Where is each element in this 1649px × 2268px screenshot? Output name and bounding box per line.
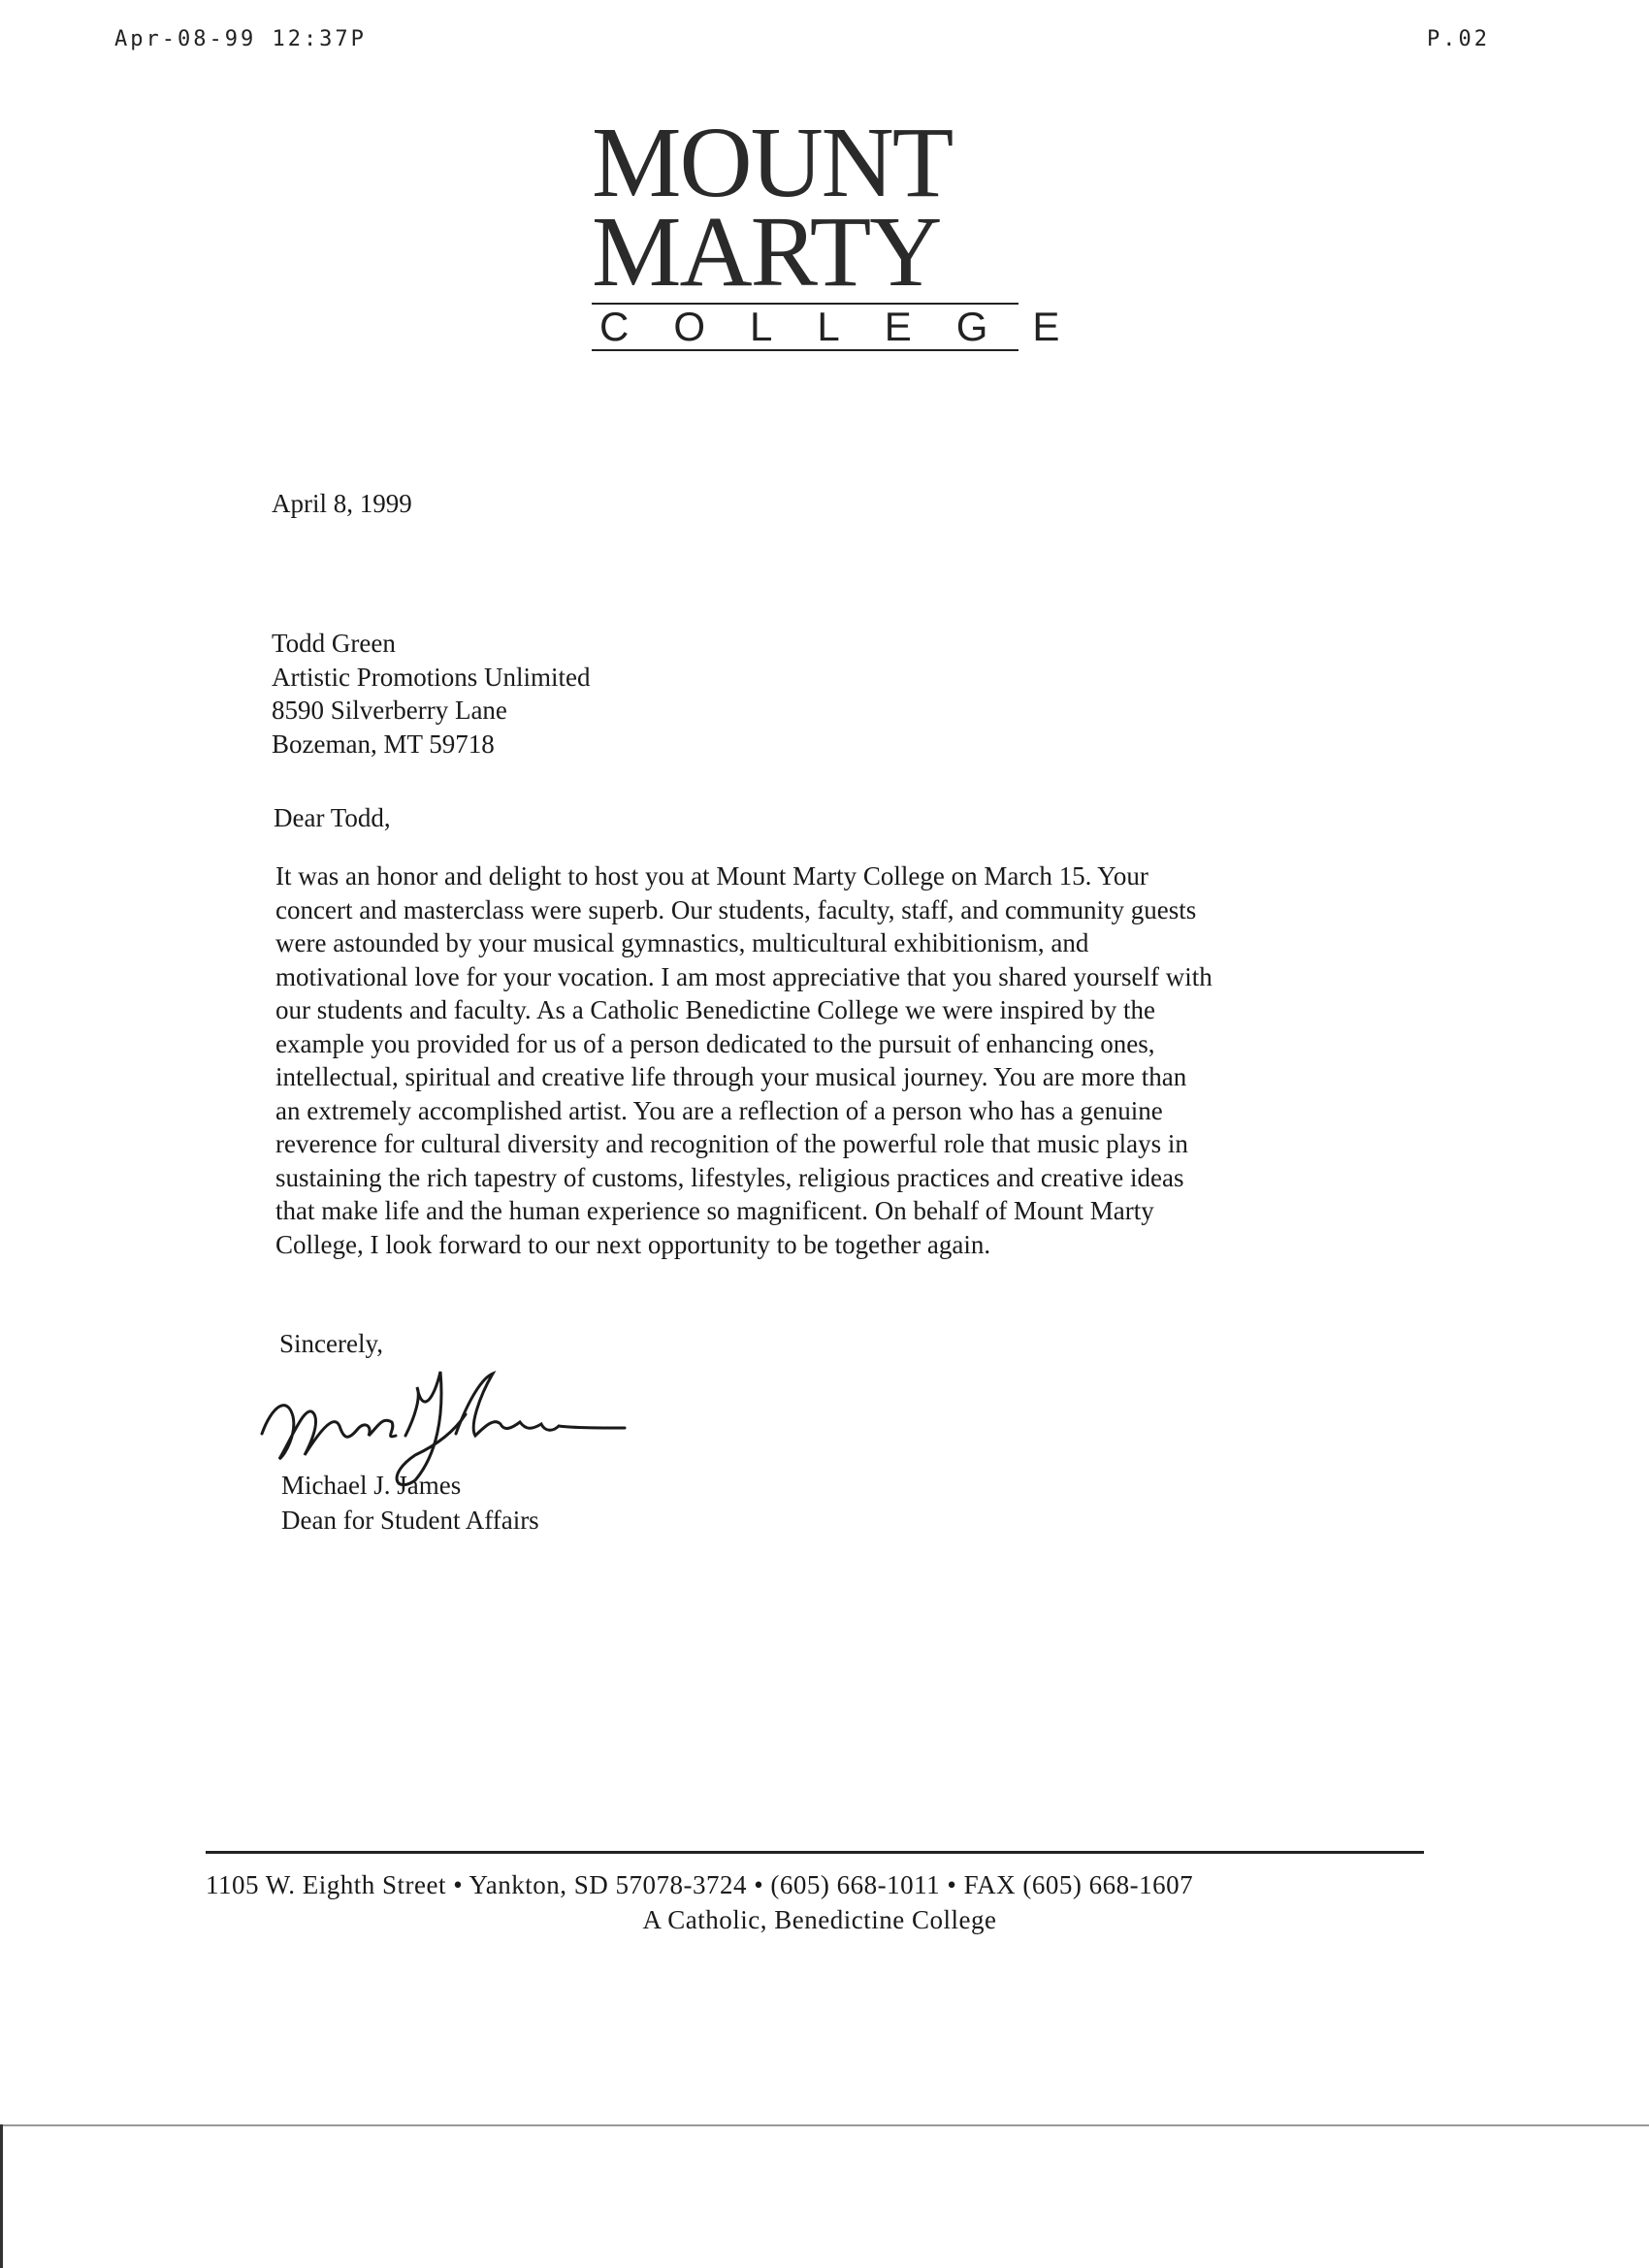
recipient-company: Artistic Promotions Unlimited xyxy=(272,662,591,692)
body-line: an extremely accomplished artist. You are a reflection of a person who has a genuine xyxy=(275,1095,1163,1125)
recipient-name: Todd Green xyxy=(272,629,396,658)
body-line: example you provided for us of a person dedicated to the pursuit of enhancing ones, xyxy=(275,1028,1155,1058)
fax-timestamp: Apr-08-99 12:37P xyxy=(114,27,367,51)
signer-title: Dean for Student Affairs xyxy=(281,1506,539,1535)
letter-body xyxy=(275,859,1372,1261)
recipient-address xyxy=(272,627,591,761)
body-line: motivational love for your vocation. I am most appreciative that you shared yourself with xyxy=(275,961,1212,991)
logo-line-college: COLLEGE xyxy=(592,303,1018,351)
signer-name: Michael J. James xyxy=(281,1471,462,1500)
recipient-street: 8590 Silverberry Lane xyxy=(272,696,507,725)
body-line: that make life and the human experience so magnificent. On behalf of Mount Marty xyxy=(275,1196,1154,1225)
scan-edge-line xyxy=(0,2124,1649,2126)
salutation: Dear Todd, xyxy=(274,803,391,832)
body-line: intellectual, spiritual and creative life through your musical journey. You are more than xyxy=(275,1062,1187,1091)
body-line: sustaining the rich tapestry of customs, lifestyles, religious practices and creative ideas xyxy=(275,1162,1184,1192)
scan-left-edge xyxy=(0,2124,3,2268)
footer-divider xyxy=(206,1851,1424,1854)
closing: Sincerely, xyxy=(279,1329,383,1358)
body-line: It was an honor and delight to host you at Mount Marty College on March 15. Your xyxy=(275,861,1148,891)
body-line: College, I look forward to our next opportunity to be together again. xyxy=(275,1229,991,1259)
logo-line-marty: MARTY xyxy=(592,196,941,308)
college-logo xyxy=(592,107,1105,351)
footer-tagline: A Catholic, Benedictine College xyxy=(642,1905,997,1934)
body-line: concert and masterclass were superb. Our students, faculty, staff, and community guests xyxy=(275,894,1197,924)
body-line: our students and faculty. As a Catholic Benedictine College we were inspired by the xyxy=(275,995,1156,1024)
fax-page-number: P.02 xyxy=(1427,27,1490,51)
body-line: reverence for cultural diversity and recognition of the powerful role that music plays in xyxy=(275,1129,1188,1158)
recipient-city: Bozeman, MT 59718 xyxy=(272,729,495,759)
letter-date: April 8, 1999 xyxy=(272,489,412,518)
logo-line-mount: MOUNT xyxy=(592,107,953,218)
footer-address: 1105 W. Eighth Street • Yankton, SD 57078-3724 • (605) 668-1011 • FAX (605) 668-1607 xyxy=(206,1870,1194,1899)
body-line: were astounded by your musical gymnastics, multicultural exhibitionism, and xyxy=(275,928,1089,957)
